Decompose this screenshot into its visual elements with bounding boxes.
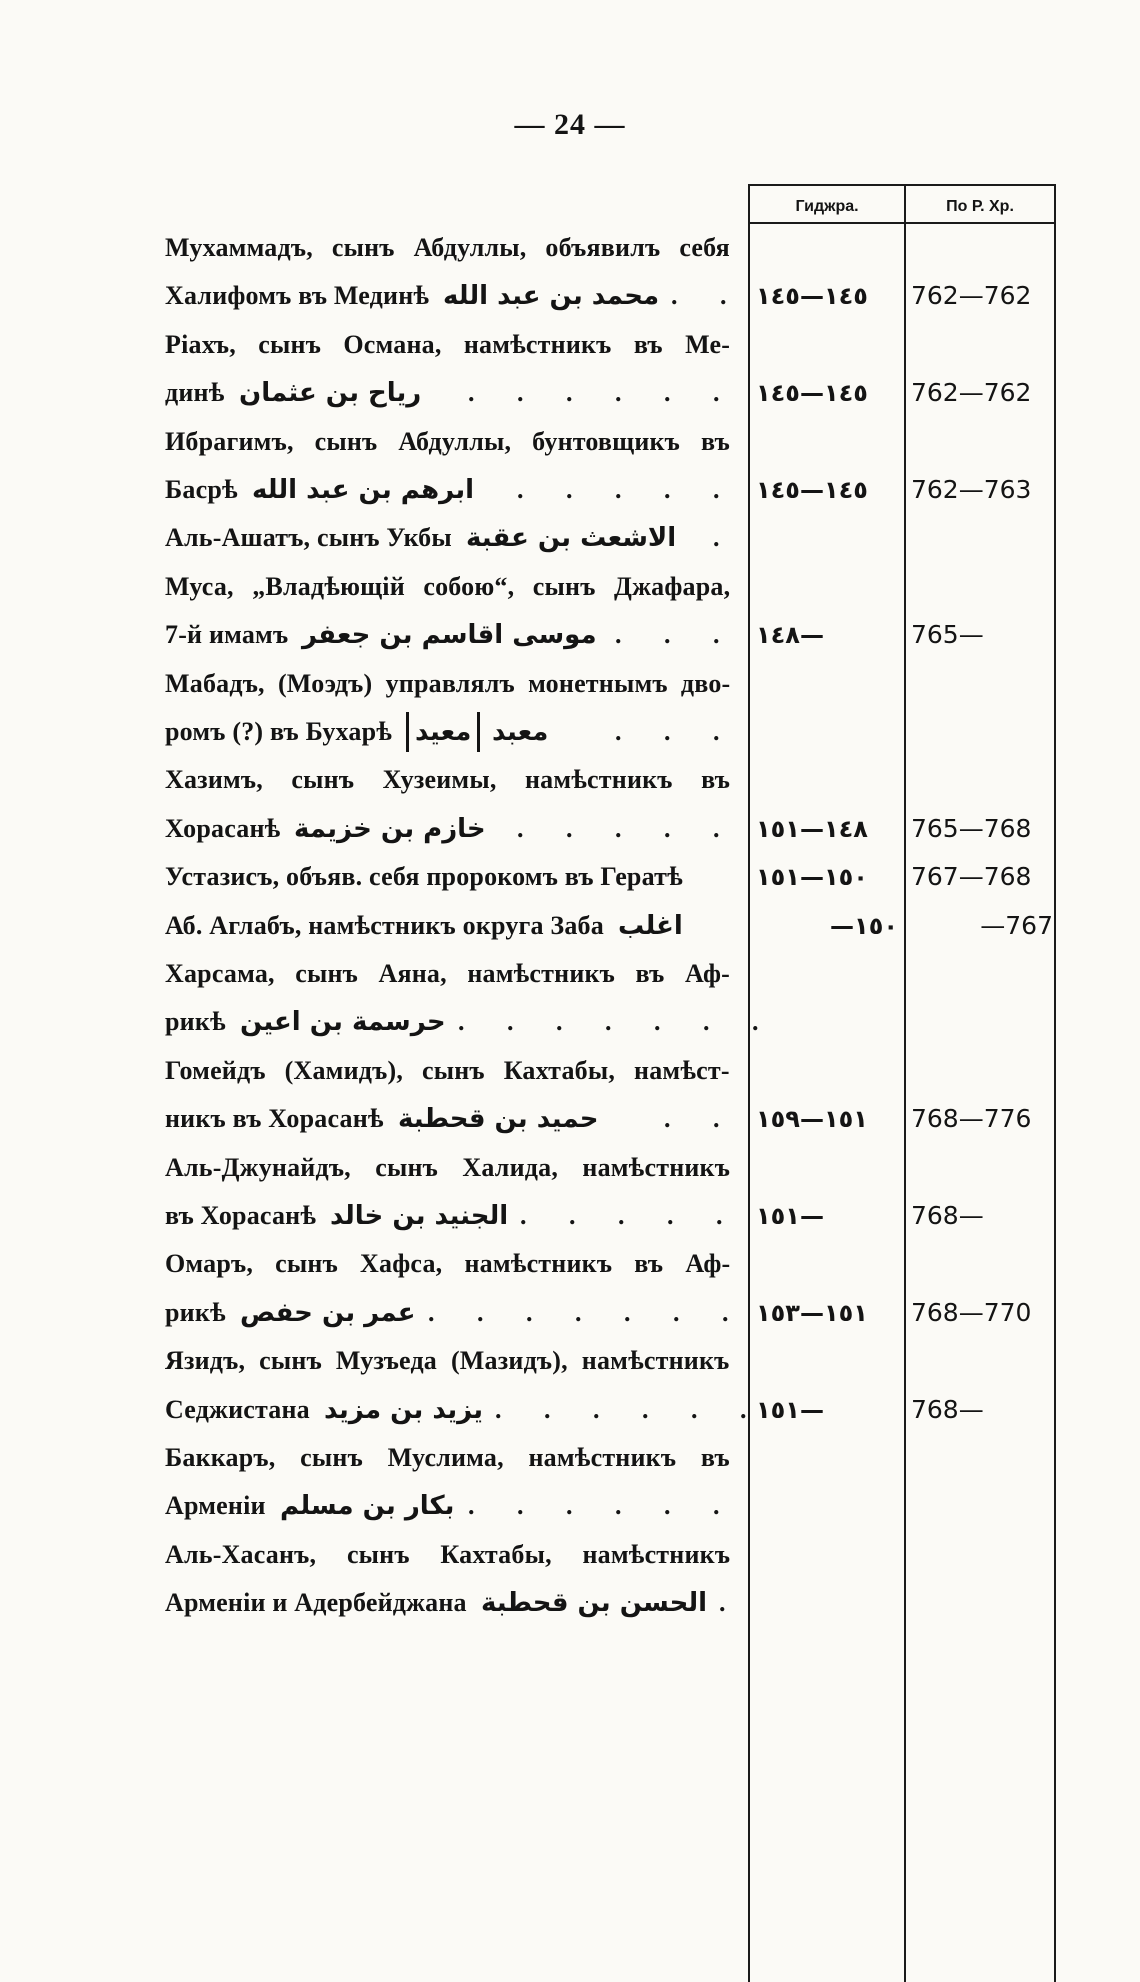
entry-russian-text: рикѣ (165, 1007, 226, 1037)
entry-row (0, 514, 1140, 562)
entry-russian-text: Аль-Ашатъ, сынъ Укбы (165, 523, 452, 553)
column-header-hijra: Гиджра. (795, 198, 859, 215)
entry-arabic-name: يزيد بن مزيد (324, 1394, 484, 1425)
christian-years: 765—768 (911, 813, 1032, 843)
entry-russian-text: Омаръ, сынъ Хафса, намѣстникъ въ Аф- (165, 1249, 731, 1279)
bracket-box: معيد (406, 712, 480, 752)
entry-russian-text: Харсама, сынъ Аяна, намѣстникъ въ Аф- (165, 959, 731, 988)
entry-arabic-name: بكار بن مسلم (280, 1491, 455, 1522)
entry-row (0, 1289, 1140, 1337)
leader-dots: . . . . . . . (428, 1297, 747, 1327)
entry-row (0, 1192, 1140, 1240)
leader-dots: . . . . . . . (458, 1007, 777, 1037)
entry-arabic-name: حميد بن قحطبة (398, 1104, 599, 1135)
leader-dots: . . . (615, 620, 738, 650)
entry-russian-text: рикѣ (165, 1297, 226, 1327)
entry-row (0, 1386, 1140, 1434)
entry-arabic-name: اغلب (618, 910, 683, 941)
entry-russian-text: Мухаммадъ, сынъ Абдуллы, объявилъ себя (165, 233, 730, 262)
entry-arabic-name: رياح بن عثمان (239, 378, 422, 409)
entry-arabic-name: معبد (492, 717, 549, 747)
entry-row (0, 1434, 1140, 1482)
entry-russian-text: Гомейдъ (Хамидъ), сынъ Кахтабы, намѣст- (165, 1055, 730, 1085)
christian-years: 768—776 (911, 1104, 1032, 1134)
table-top-border (748, 184, 1056, 186)
entry-row (0, 611, 1140, 659)
christian-years: 768— (911, 1394, 984, 1424)
entry-russian-text: Арменіи и Адербейджана (165, 1588, 467, 1618)
leader-dots: . (719, 1588, 744, 1618)
entry-russian-text: Муса, „Владѣющій собою“, сынъ Джафара, (165, 571, 731, 601)
entry-row (0, 1047, 1140, 1095)
hijra-years: ١٤٥—١٤٥ (756, 282, 868, 311)
entry-row (0, 853, 1140, 901)
christian-years: —767 (980, 910, 1053, 940)
entry-russian-text: динѣ (165, 378, 225, 408)
leader-dots: . . . . . . (495, 1394, 765, 1424)
entry-russian-text: Баккаръ, сынъ Муслима, намѣстникъ въ (165, 1443, 730, 1472)
entry-russian-text: Аль-Джунайдъ, сынъ Халида, намѣстникъ (165, 1152, 731, 1182)
leader-dots: . . . . . (517, 475, 738, 504)
leader-dots: . . (664, 1104, 738, 1134)
entry-arabic-name: حرسمة بن اعين (240, 1007, 446, 1038)
entry-russian-text: Халифомъ въ Мединѣ (165, 281, 430, 311)
entry-russian-text: Аб. Аглабъ, намѣстникъ округа Заба (165, 910, 604, 940)
entry-row (0, 418, 1140, 466)
entry-russian-text: Устазисъ, объяв. себя пророкомъ въ Гератѣ (165, 862, 683, 892)
page-number: — 24 — (514, 108, 626, 141)
entry-row (0, 224, 1140, 272)
entry-row (0, 1531, 1140, 1579)
entry-russian-text: никъ въ Хорасанѣ (165, 1104, 384, 1134)
entry-russian-text: Ибрагимъ, сынъ Абдуллы, бунтовщикъ въ (165, 426, 730, 456)
hijra-years: —١٥٠ (830, 911, 898, 940)
entry-row (0, 1144, 1140, 1192)
entry-russian-text: Арменіи (165, 1491, 266, 1521)
leader-dots: . (713, 523, 738, 553)
entry-row (0, 1482, 1140, 1530)
entry-russian-text: Аль-Хасанъ, сынъ Кахтабы, намѣстникъ (165, 1539, 731, 1569)
leader-dots: . . . (615, 717, 738, 746)
entry-row (0, 1579, 1140, 1627)
christian-years: 762—763 (911, 475, 1032, 504)
entry-row (0, 272, 1140, 320)
entry-arabic-name: ابرهم بن عبد الله (252, 475, 475, 505)
entry-russian-text: Мабадъ, (Моэдъ) управлялъ монетнымъ дво- (165, 668, 731, 698)
leader-dots: . . . . . . (468, 378, 738, 408)
column-header-christ: По Р. Хр. (946, 198, 1014, 215)
leader-dots: . . . . . (517, 813, 738, 843)
entry-row (0, 466, 1140, 514)
entry-arabic-name: خازم بن خزيمة (294, 813, 486, 844)
christian-years: 762—762 (911, 281, 1032, 311)
hijra-years: ١٤٨—١٥١ (756, 814, 868, 843)
entry-row (0, 1095, 1140, 1143)
christian-years: 768—770 (911, 1297, 1032, 1327)
entry-russian-text: Хорасанѣ (165, 813, 281, 843)
entry-arabic-name: عمر بن حفص (240, 1297, 416, 1328)
leader-dots: . . . . . . (468, 1491, 738, 1521)
entry-russian-text: Язидъ, сынъ Музъеда (Мазидъ), намѣстникъ (165, 1346, 730, 1376)
entry-row (0, 321, 1140, 369)
hijra-years: ١٥١—١٥٩ (756, 1105, 868, 1134)
entry-russian-text: въ Хорасанѣ (165, 1201, 317, 1230)
entry-russian-text: ромъ (?) въ Бухарѣ (165, 717, 393, 746)
hijra-years: ١٤٨— (756, 621, 824, 650)
entry-row (0, 369, 1140, 417)
entry-row (0, 998, 1140, 1046)
entry-russian-text: Басрѣ (165, 475, 238, 504)
entry-arabic-name: الحسن بن قحطبة (481, 1588, 708, 1619)
leader-dots: . . (671, 281, 745, 311)
entry-row (0, 563, 1140, 611)
entry-row (0, 805, 1140, 853)
entry-row (0, 902, 1140, 950)
entry-russian-text: 7-й имамъ (165, 620, 289, 650)
christian-years: 762—762 (911, 378, 1032, 408)
entry-row (0, 950, 1140, 998)
hijra-years: ١٤٥—١٤٥ (756, 379, 868, 408)
entry-row (0, 1337, 1140, 1385)
entry-arabic-name: موسى اقاسم بن جعفر (302, 620, 597, 651)
hijra-years: ١٥٠—١٥١ (756, 863, 868, 892)
entry-arabic-name: الاشعث بن عقبة (466, 523, 677, 554)
christian-years: 767—768 (911, 862, 1032, 892)
entry-arabic-name: محمد بن عبد الله (443, 281, 660, 312)
entry-russian-text: Седжистана (165, 1394, 310, 1424)
christian-years: 768— (911, 1201, 984, 1230)
entry-row (0, 660, 1140, 708)
christian-years: 765— (911, 620, 984, 650)
hijra-years: ١٥١— (756, 1202, 824, 1230)
hijra-years: ١٥١— (756, 1395, 824, 1424)
entry-russian-text: Ріахъ, сынъ Османа, намѣстникъ въ Ме- (165, 329, 731, 359)
hijra-years: ١٤٥—١٤٥ (756, 476, 868, 504)
entry-arabic-variant (406, 708, 480, 756)
entry-russian-text: Хазимъ, сынъ Хузеимы, намѣстникъ въ (165, 765, 731, 795)
hijra-years: ١٥١—١٥٣ (756, 1298, 868, 1327)
entry-arabic-name: الجنيد بن خالد (330, 1201, 509, 1231)
entry-row (0, 708, 1140, 756)
entry-row (0, 756, 1140, 804)
leader-dots: . . . . . (520, 1201, 741, 1230)
entry-row (0, 1240, 1140, 1288)
